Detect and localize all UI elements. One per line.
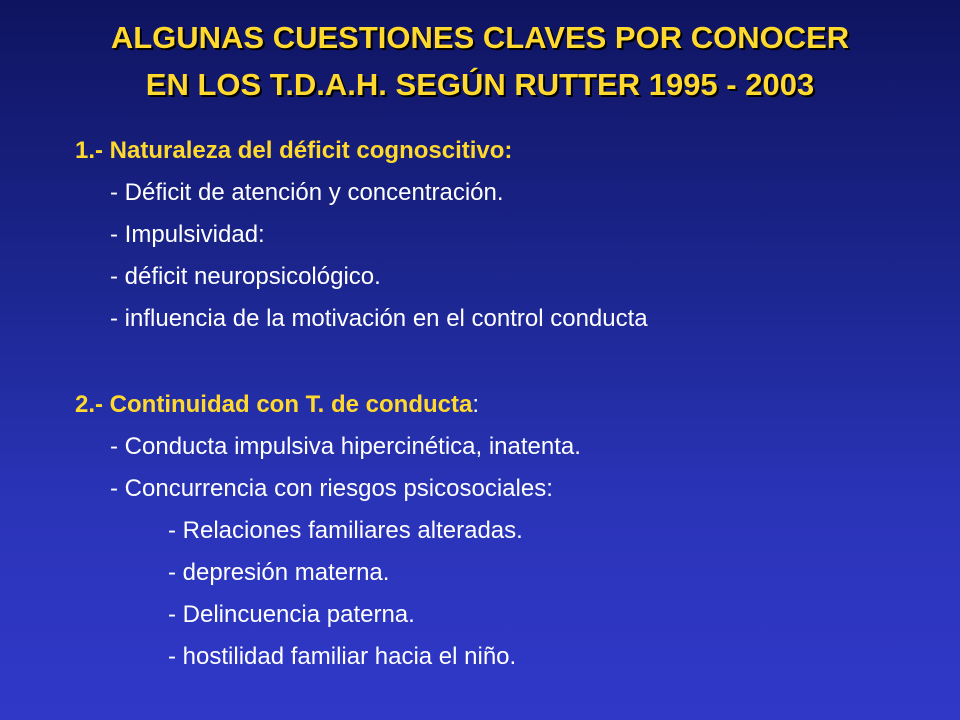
section-2-subitem: - depresión materna. [168, 559, 390, 586]
section-2-subitem: - Relaciones familiares alteradas. [168, 517, 523, 544]
slide-title [0, 14, 960, 108]
section-1-item: - influencia de la motivación en el control conducta [110, 305, 648, 332]
section-2-heading-colon: : [472, 391, 480, 418]
section-1-item: - Déficit de atención y concentración. [110, 179, 504, 206]
section-2-item: - Conducta impulsiva hipercinética, inatenta. [110, 433, 581, 460]
title-line-1: ALGUNAS CUESTIONES CLAVES POR CONOCER [110, 20, 850, 55]
section-1-heading: 1.- Naturaleza del déficit cognoscitivo: [75, 137, 513, 164]
title-line-2: EN LOS T.D.A.H. SEGÚN RUTTER 1995 - 2003 [145, 67, 815, 102]
section-2-subitem: - hostilidad familiar hacia el niño. [168, 643, 517, 670]
section-2-item: - Concurrencia con riesgos psicosociales: [110, 475, 553, 502]
section-1-item: - Impulsividad: [110, 221, 265, 248]
section-1-item: - déficit neuropsicológico. [110, 263, 381, 290]
section-2-heading [75, 390, 479, 420]
section-2-subitem: - Delincuencia paterna. [168, 601, 415, 628]
section-2-heading-text: 2.- Continuidad con T. de conducta [75, 391, 473, 418]
